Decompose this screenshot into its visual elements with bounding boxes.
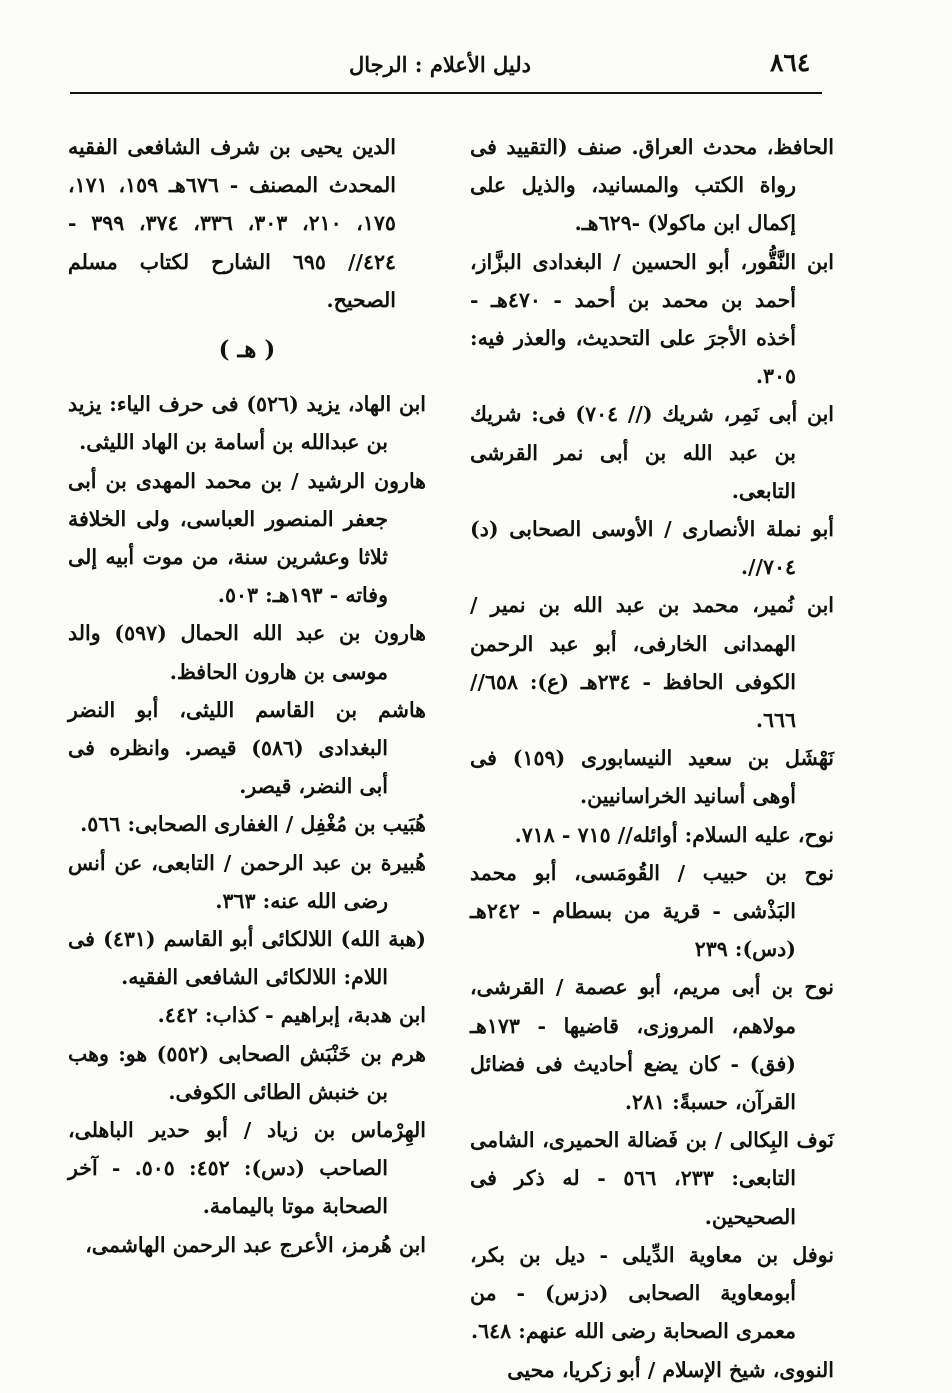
entry: ابن الهاد، يزيد (٥٢٦) فى حرف الياء: يزيد بن عبدالله بن أسامة بن الهاد الليثى. [68, 392, 427, 455]
running-header: دليل الأعلام : الرجال [348, 52, 531, 77]
entry: هُبيرة بن عبد الرحمن / التابعى، عن أنس رضى الله عنه: ٣٦٣. [68, 850, 426, 913]
entry: نوفل بن معاوية الدِّيلى - ديل بن بكر، أبومعاوية الصحابى (دزس) - من معمرى الصحابة رضى الله عنهم: ٦٤٨. [470, 1242, 834, 1344]
left-column [68, 128, 426, 1264]
entry: ابن النَّقُّور، أبو الحسين / البغدادى البزَّاز، أحمد بن محمد بن أحمد - ٤٧٠هـ - أخذه الأجرَ على التحديث، والعذر فيه: ٣٠٥. [470, 249, 834, 389]
entry: نوح، عليه السلام: أوائله// ٧١٥ - ٧١٨. [514, 822, 834, 847]
entry: ابن هُرمز، الأعرج عبد الرحمن الهاشمى، [85, 1232, 426, 1257]
entry: (هبة الله) اللالكائى أبو القاسم (٤٣١) فى اللام: اللالكائى الشافعى الفقيه. [68, 927, 426, 990]
entry: الحافظ، محدث العراق. صنف (التقييد فى رواة الكتب والمسانيد، والذيل على إكمال ابن ماكولا) -٦٢٩هـ. [470, 135, 834, 236]
entry: نوح بن أبى مريم، أبو عصمة / القرشى، مولاهم، المروزى، قاضيها - ١٧٣هـ (فق) - كان يضع أحاديث فى فضائل القرآن، حسبةً: ٢٨١. [470, 975, 834, 1115]
entry: النووى، شيخ الإسلام / أبو زكريا، محيى [507, 1357, 834, 1382]
entry: هرم بن خَنْبَش الصحابى (٥٥٢) هو: وهب بن خنبش الطائى الكوفى. [68, 1041, 426, 1104]
entry: هارون الرشيد / بن محمد المهدى بن أبى جعفر المنصور العباسى، ولى الخلافة ثلاثا وعشرين سنة، من موت أبيه إلى وفاته - ١٩٣هـ: ٥٠٣. [68, 468, 426, 608]
entry: هاشم بن القاسم الليثى، أبو النضر البغدادى (٥٨٦) قيصر. وانظره فى أبى النضر، قيصر. [68, 697, 426, 799]
entry: أبو نملة الأنصارى / الأوسى الصحابى (د) ٧٠٤//. [470, 517, 834, 580]
page-number: ٨٦٤ [770, 48, 811, 77]
entry: نوح بن حبيب / القُومَسى، أبو محمد البَذْشى - قرية من بسطام - ٢٤٢هـ (دس): ٢٣٩ [470, 860, 834, 962]
entry: هارون بن عبد الله الحمال (٥٩٧) والد موسى بن هارون الحافظ. [68, 621, 426, 684]
entry: ابن نُمير، محمد بن عبد الله بن نمير / الهمدانى الخارفى، أبو عبد الرحمن الكوفى الحافظ - ٢٣٤هـ (ع): ٦٥٨// ٦٦٦. [470, 593, 834, 733]
section-heading: ( هـ ) [218, 336, 276, 364]
entry: ابن أبى نَمِر، شريك (// ٧٠٤) فى: شريك بن عبد الله بن أبى نمر القرشى التابعى. [470, 402, 834, 503]
right-column [470, 128, 834, 1389]
header-rule [70, 92, 822, 94]
entry: ابن هدبة، إبراهيم - كذاب: ٤٤٢. [157, 1003, 426, 1028]
continuation-entry: الدين يحيى بن شرف الشافعى الفقيه المحدث المصنف - ٦٧٦هـ ١٥٩، ١٧١، ١٧٥، ٢١٠، ٣٠٣، ٣٣٦، ٣٧٤، ٣٩٩ - ٤٢٤// ٦٩٥ الشارح لكتاب مسلم الصحيح. [68, 135, 396, 312]
entry: نَوف البِكالى / بن فَضالة الحميرى، الشامى التابعى: ٢٣٣، ٥٦٦ - له ذكر فى الصحيحين. [470, 1128, 834, 1229]
entry: نَهْشَل بن سعيد النيسابورى (١٥٩) فى أوهى أسانيد الخراسانيين. [470, 746, 834, 809]
entry: هُبَيب بن مُغْفِل / الغفارى الصحابى: ٥٦٦. [80, 812, 426, 837]
entry: الهِرْماس بن زياد / أبو حدير الباهلى، الصاحب (دس): ٤٥٢: ٥٠٥. - آخر الصحابة موتا باليمامة. [68, 1118, 426, 1219]
